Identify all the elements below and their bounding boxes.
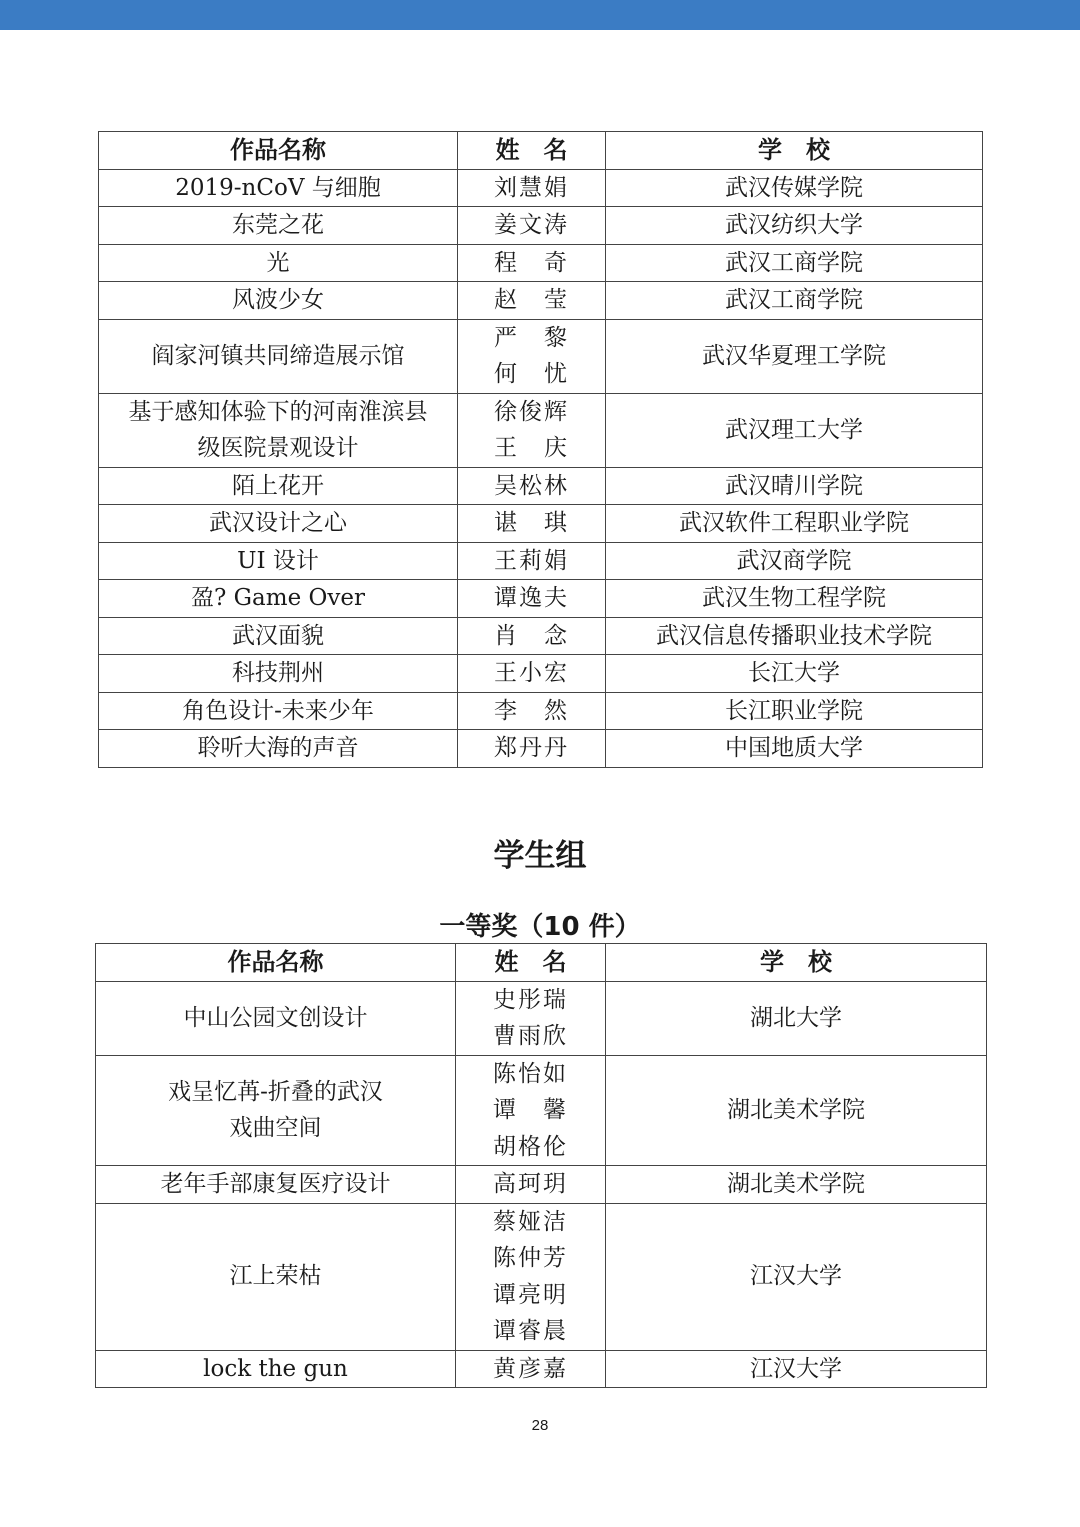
award-table-1 (98, 131, 983, 768)
student-name: 胡格伦 (493, 1133, 568, 1160)
work-title-cell: 风波少女 (99, 282, 458, 320)
work-title-cell: 2019-nCoV 与细胞 (99, 169, 458, 207)
school-cell: 长江大学 (606, 655, 983, 693)
student-names-cell (458, 692, 606, 730)
student-names-cell (458, 580, 606, 618)
work-title-cell: 武汉设计之心 (99, 505, 458, 543)
school-cell: 湖北美术学院 (606, 1055, 987, 1166)
student-names-cell (458, 169, 606, 207)
student-name: 谭亮明 (493, 1281, 568, 1308)
student-names-cell (458, 319, 606, 393)
student-name: 赵 莹 (494, 287, 569, 313)
student-name: 王 庆 (494, 435, 569, 461)
table-row (99, 505, 983, 543)
table-row (99, 319, 983, 393)
student-name: 谭 馨 (493, 1097, 568, 1123)
student-names-cell (456, 1350, 606, 1388)
student-name: 程 奇 (494, 249, 569, 276)
school-cell: 武汉纺织大学 (606, 207, 983, 245)
award-table-1-body (99, 169, 983, 767)
student-names-cell (458, 505, 606, 543)
table-header-row (96, 944, 987, 982)
school-cell: 江汉大学 (606, 1350, 987, 1388)
student-name: 刘慧娟 (494, 174, 569, 201)
school-cell: 武汉商学院 (606, 542, 983, 580)
award-table-2-body (96, 981, 987, 1388)
table-row (96, 1203, 987, 1350)
table-row (96, 1055, 987, 1166)
student-names-cell (456, 1166, 606, 1204)
student-names-cell (458, 617, 606, 655)
student-names-cell (458, 282, 606, 320)
table-row (99, 207, 983, 245)
work-title-cell: lock the gun (96, 1350, 456, 1388)
work-title-cell: 陌上花开 (99, 467, 458, 505)
work-title-cell: 基于感知体验下的河南淮滨县 级医院景观设计 (99, 393, 458, 467)
student-name: 高珂玥 (493, 1171, 568, 1197)
school-cell: 武汉生物工程学院 (606, 580, 983, 618)
award-table-2 (95, 943, 987, 1388)
table-row (99, 169, 983, 207)
student-names-cell (458, 730, 606, 768)
school-cell: 武汉工商学院 (606, 244, 983, 282)
header-school: 学 校 (606, 944, 987, 982)
school-cell: 湖北大学 (606, 981, 987, 1055)
table-row (96, 1166, 987, 1204)
header-name: 姓 名 (456, 944, 606, 982)
work-title-cell: 江上荣枯 (96, 1203, 456, 1350)
student-name: 蔡娅洁 (493, 1208, 568, 1235)
student-name: 肖 念 (494, 622, 569, 649)
school-cell: 武汉软件工程职业学院 (606, 505, 983, 543)
student-name: 王莉娟 (494, 547, 569, 574)
work-title-cell: 盈? Game Over (99, 580, 458, 618)
student-names-cell (458, 467, 606, 505)
table-row (99, 730, 983, 768)
top-color-band (0, 0, 1080, 30)
table-row (99, 692, 983, 730)
student-names-cell (456, 981, 606, 1055)
work-title-cell: 东莞之花 (99, 207, 458, 245)
prize-title: 一等奖（10 件） (439, 912, 641, 942)
table-row (99, 617, 983, 655)
table-row (99, 655, 983, 693)
school-cell: 武汉华夏理工学院 (606, 319, 983, 393)
student-name: 谌 琪 (494, 510, 569, 536)
work-title-cell: 光 (99, 244, 458, 282)
header-work: 作品名称 (99, 132, 458, 170)
table-row (99, 244, 983, 282)
work-title-cell: 阎家河镇共同缔造展示馆 (99, 319, 458, 393)
student-names-cell (458, 655, 606, 693)
school-cell: 武汉晴川学院 (606, 467, 983, 505)
work-title-cell: 中山公园文创设计 (96, 981, 456, 1055)
student-name: 郑丹丹 (494, 735, 569, 761)
school-cell: 湖北美术学院 (606, 1166, 987, 1204)
student-name: 史彤瑞 (493, 986, 568, 1013)
student-name: 谭逸夫 (494, 585, 569, 611)
student-name: 陈仲芳 (493, 1245, 568, 1271)
student-names-cell (458, 244, 606, 282)
school-cell: 江汉大学 (606, 1203, 987, 1350)
student-names-cell (458, 393, 606, 467)
school-cell: 武汉工商学院 (606, 282, 983, 320)
work-title-cell: 武汉面貌 (99, 617, 458, 655)
school-cell: 长江职业学院 (606, 692, 983, 730)
school-cell: 武汉传媒学院 (606, 169, 983, 207)
group-title: 学生组 (493, 838, 587, 874)
table-row (99, 467, 983, 505)
student-name: 何 忧 (494, 361, 569, 387)
header-name: 姓 名 (458, 132, 606, 170)
student-name: 严 黎 (494, 324, 569, 351)
student-name: 黄彦嘉 (493, 1355, 568, 1382)
school-cell: 武汉理工大学 (606, 393, 983, 467)
student-name: 陈怡如 (493, 1060, 568, 1087)
student-name: 王小宏 (494, 660, 569, 686)
header-work: 作品名称 (96, 944, 456, 982)
table-header-row (99, 132, 983, 170)
table-row (96, 981, 987, 1055)
student-name: 曹雨欣 (493, 1023, 568, 1049)
table-row (96, 1350, 987, 1388)
work-title-cell: 科技荆州 (99, 655, 458, 693)
table-row (99, 580, 983, 618)
student-names-cell (458, 207, 606, 245)
page-number: 28 (531, 1417, 549, 1434)
table-row (99, 393, 983, 467)
work-title-cell: UI 设计 (99, 542, 458, 580)
work-title-cell: 角色设计-未来少年 (99, 692, 458, 730)
student-name: 吴松林 (494, 472, 569, 499)
school-cell: 武汉信息传播职业技术学院 (606, 617, 983, 655)
student-names-cell (456, 1203, 606, 1350)
table-row (99, 542, 983, 580)
table-row (99, 282, 983, 320)
student-name: 徐俊辉 (494, 398, 569, 425)
student-name: 姜文涛 (494, 212, 569, 238)
student-names-cell (456, 1055, 606, 1166)
student-name: 谭睿晨 (493, 1318, 568, 1344)
student-name: 李 然 (494, 697, 569, 724)
work-title-cell: 老年手部康复医疗设计 (96, 1166, 456, 1204)
work-title-cell: 戏呈忆苒-折叠的武汉 戏曲空间 (96, 1055, 456, 1166)
student-names-cell (458, 542, 606, 580)
work-title-cell: 聆听大海的声音 (99, 730, 458, 768)
school-cell: 中国地质大学 (606, 730, 983, 768)
header-school: 学 校 (606, 132, 983, 170)
